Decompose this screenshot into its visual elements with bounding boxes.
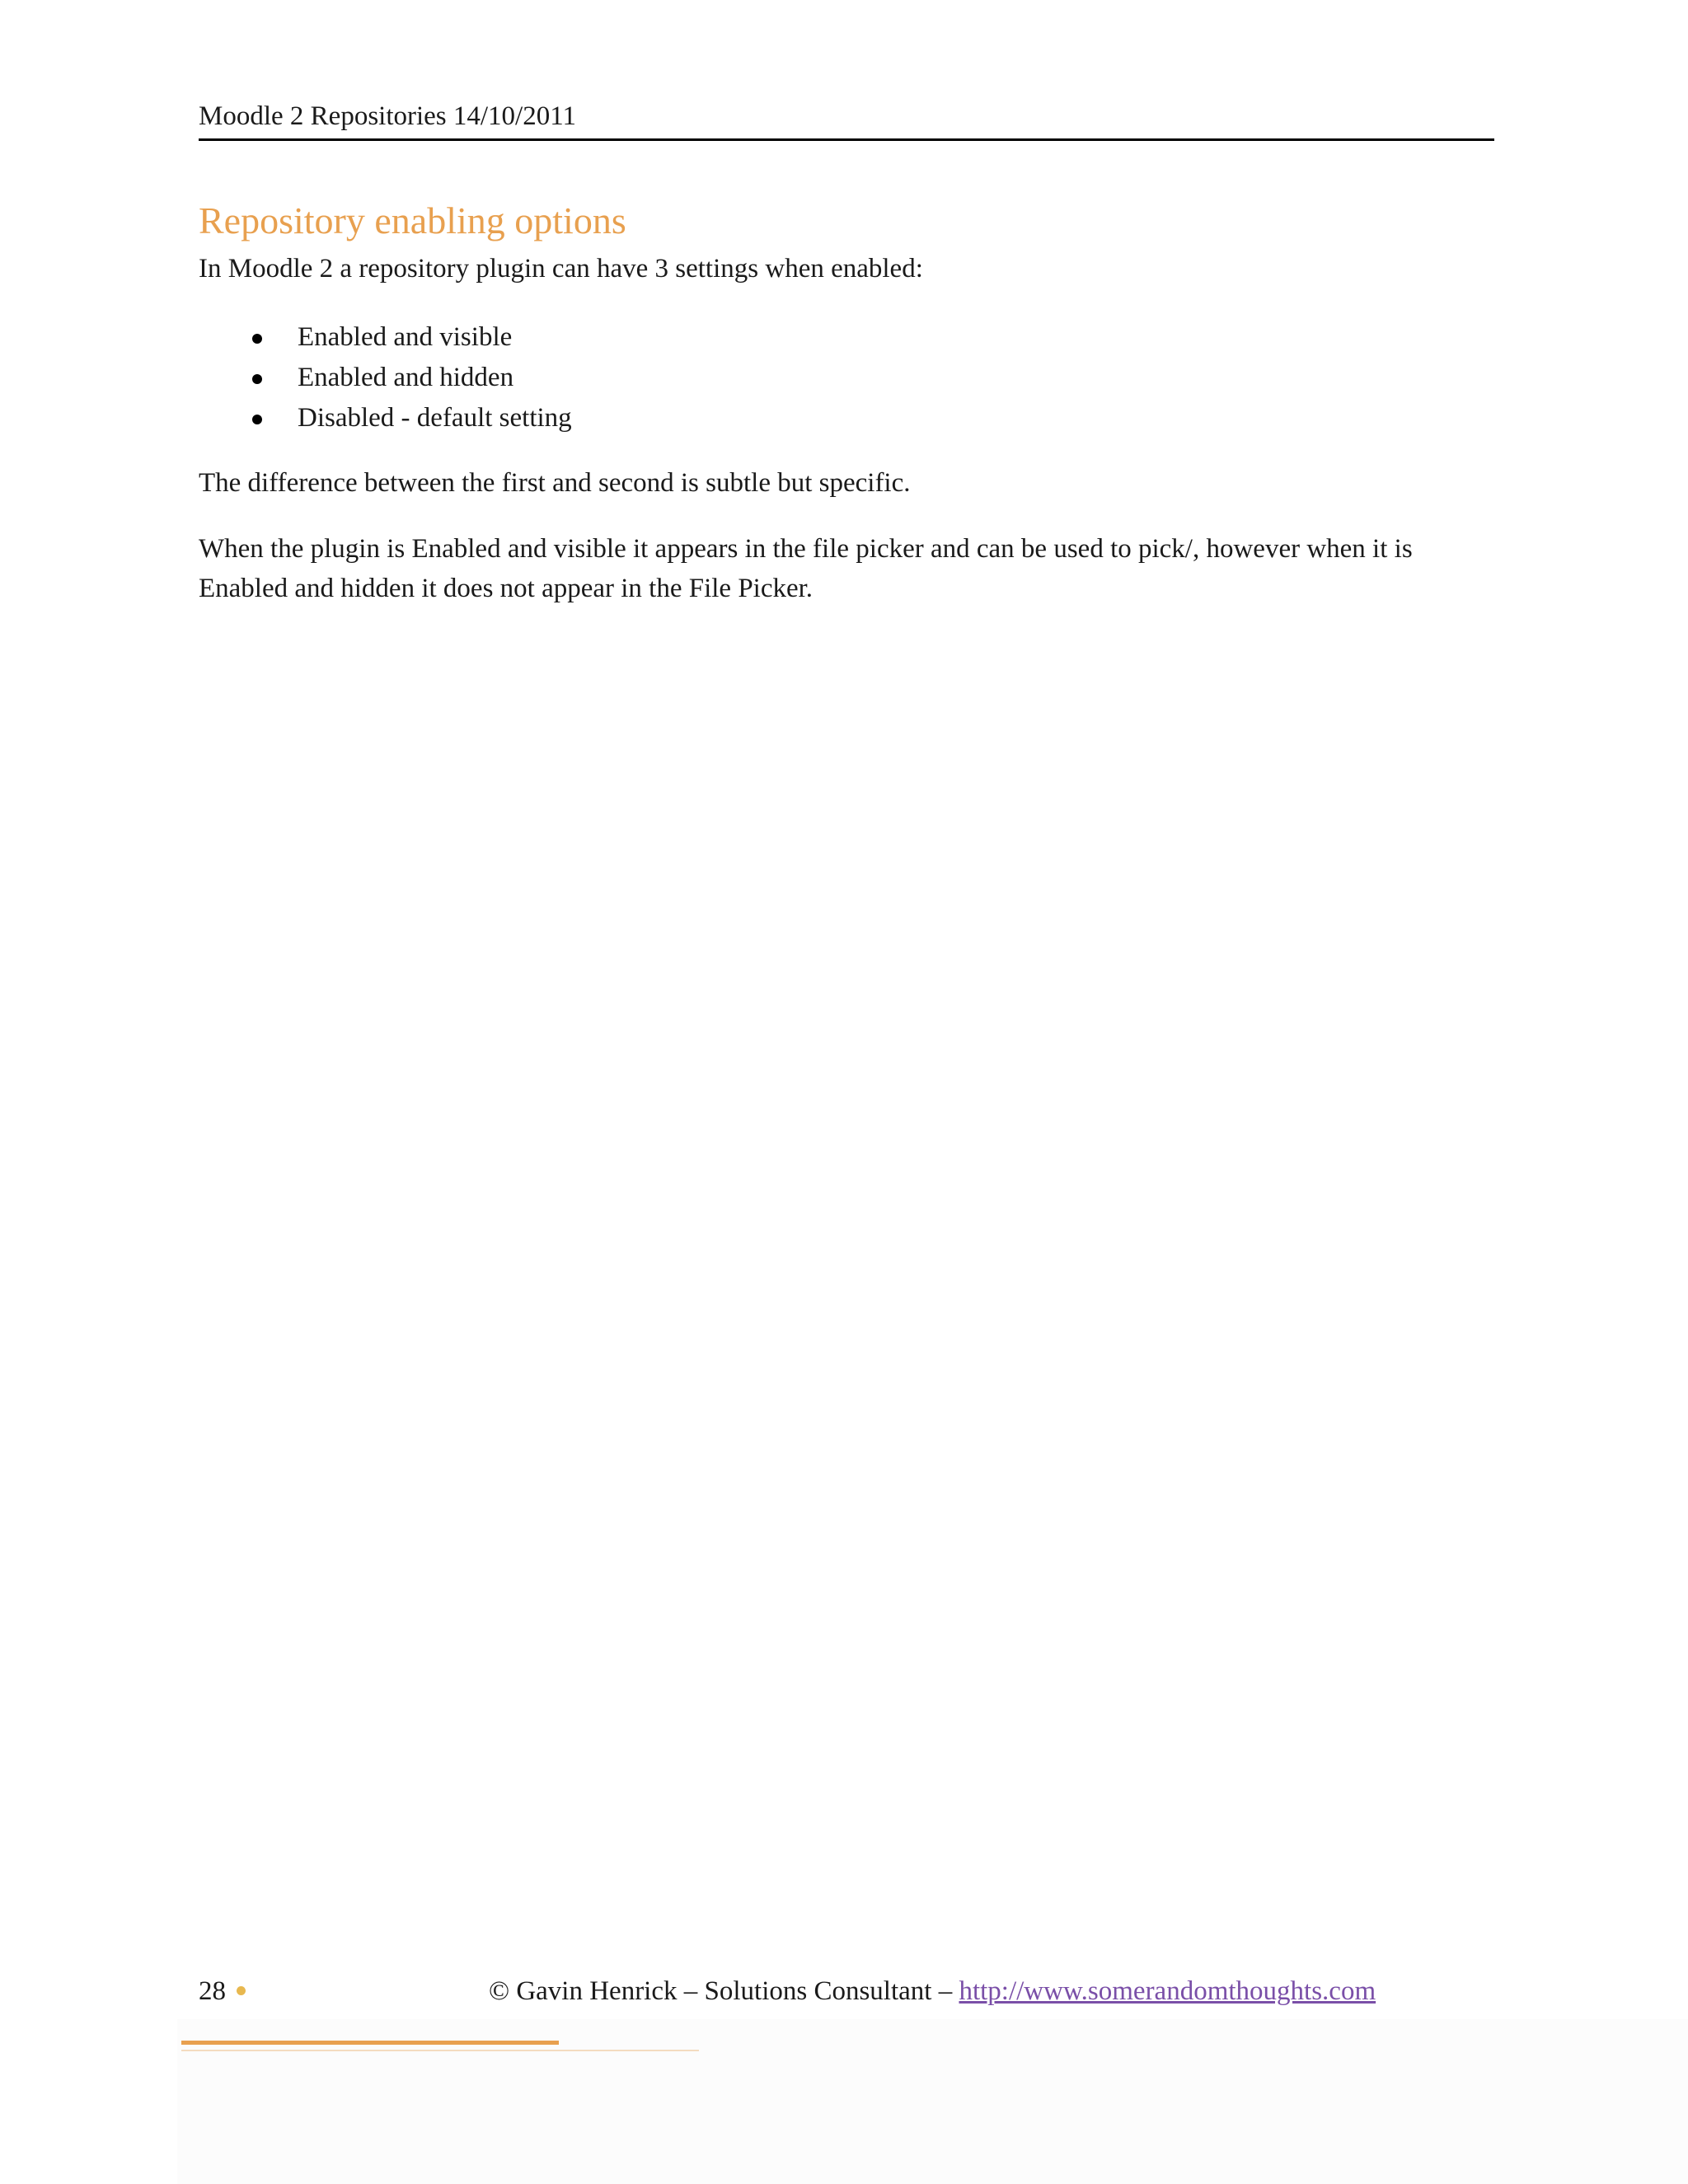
copyright-text: © Gavin Henrick – Solutions Consultant – xyxy=(489,1976,959,2006)
website-link[interactable]: http://www.somerandomthoughts.com xyxy=(959,1976,1376,2006)
page-number-dot-icon xyxy=(237,1986,246,1995)
explanation-paragraph: When the plugin is Enabled and visible it appears in the file picker and can be used to pick/, however when it is Enabled and hidden it does not appear in the File Picker. xyxy=(199,534,1413,603)
bullet-icon xyxy=(252,415,262,424)
intro-paragraph: In Moodle 2 a repository plugin can have 3 settings when enabled: xyxy=(199,254,923,284)
bullet-icon xyxy=(252,374,262,384)
footer-thin-rule xyxy=(181,2050,699,2051)
page-header xyxy=(199,97,1494,141)
footer-copyright xyxy=(489,1971,1376,2011)
section-heading: Repository enabling options xyxy=(199,199,626,241)
difference-paragraph: The difference between the first and second is subtle but specific. xyxy=(199,468,911,498)
list-item-text: Disabled - default setting xyxy=(298,403,572,433)
bullet-icon xyxy=(252,334,262,344)
list-item-text: Enabled and hidden xyxy=(298,363,514,392)
footer-accent-rule xyxy=(181,2041,559,2045)
header-title: Moodle 2 Repositories 14/10/2011 xyxy=(199,101,577,131)
page-number: 28 xyxy=(199,1976,226,2006)
list-item-text: Enabled and visible xyxy=(298,322,513,352)
